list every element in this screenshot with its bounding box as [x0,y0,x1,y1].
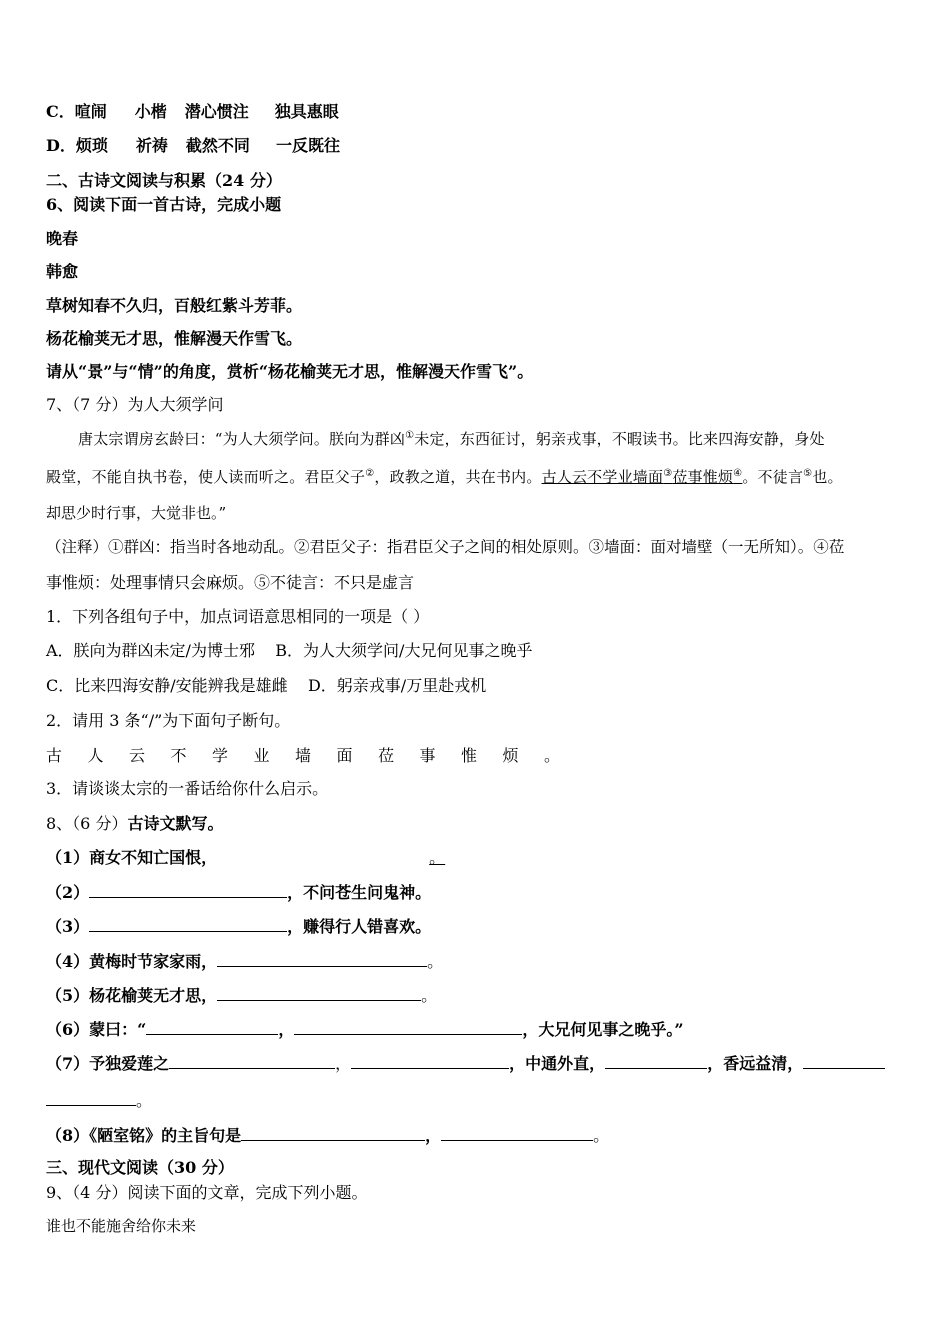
option-word: 烦琐 [75,136,108,155]
answer-blank[interactable] [217,848,447,867]
footnote-mark: ① [405,430,415,441]
item-text: ，中通外直， [509,1054,606,1073]
item-text: ，大兄何见事之晚乎。” [522,1020,684,1039]
item-number: （6） [46,1020,90,1039]
item-text: 。 [429,848,446,867]
dictation-item-3 [46,915,904,938]
section-heading: 二、古诗文阅读与积累（24 分） [46,171,282,190]
item-number: （5） [46,986,90,1005]
item-number: （3） [46,917,90,936]
answer-blank[interactable] [89,881,287,898]
item-text: ，香远益清， [707,1054,804,1073]
char: 人 [87,746,104,765]
option-letter: C． [46,102,75,121]
dictation-item-2 [46,881,904,904]
char: 不 [170,746,187,765]
char: 。 [544,746,561,765]
answer-blank[interactable] [217,984,421,1001]
char: 古 [46,746,63,765]
item-text: 《陋室铭》的主旨句是 [89,1126,242,1145]
passage-line: 却思少时行事，大觉非也。” [46,504,227,522]
option-word: 喧闹 [74,102,107,121]
dictation-item-4 [46,950,904,973]
question-6-text: 请从“景”与“情”的角度，赏析“杨花榆荚无才思，惟解漫天作雪飞”。 [46,362,534,381]
item-text: ， [278,1020,295,1039]
article-title: 谁也不能施舍给你未来 [46,1217,197,1235]
item-text: ，赚得行人错喜欢。 [287,917,432,936]
answer-blank[interactable] [169,1052,335,1069]
dictation-item-7 [46,1052,904,1075]
poem-title: 晚春 [46,229,79,248]
answer-blank[interactable] [351,1052,509,1069]
item-text: 。 [136,1091,153,1110]
char: 莅 [378,746,395,765]
dictation-item-8 [46,1124,904,1147]
option-word: 截然不同 [185,136,250,155]
annotation-line: 事惟烦：处理事情只会麻烦。⑤不徒言：不只是虚言 [46,573,415,592]
passage-line [46,466,904,488]
dictation-item-1 [46,847,904,869]
dictation-item-5 [46,984,904,1007]
footnote-mark: ④ [733,468,743,479]
item-text: ， [335,1054,352,1073]
item-number: （4） [46,952,90,971]
question-8-prompt [46,813,904,835]
item-text: 予独爱莲之 [89,1054,170,1073]
question-7-prompt: 7、（7 分）为人大须学问 [46,395,224,414]
underlined-sentence [542,468,743,486]
char: 墙 [295,746,312,765]
answer-blank[interactable] [217,950,427,967]
option-c [46,101,904,123]
item-text: 黄梅时节家家雨， [89,952,218,971]
answer-blank[interactable] [89,915,287,932]
item-number: （1） [46,848,90,867]
poem-line: 草树知春不久归，百般红紫斗芳菲。 [46,296,303,315]
passage-text: 莅事惟烦 [672,468,734,486]
prompt-text: 古诗文默写。 [127,814,224,833]
passage-text: 殿堂，不能自执书卷，使人读而听之。君臣父子 [46,468,366,486]
sub-question-1: 1．下列各组句子中，加点词语意思相同的一项是（ ） [46,607,430,626]
char: 学 [212,746,229,765]
passage-text: 未定，东西征讨，躬亲戎事，不暇读书。比来四海安静，身处 [414,430,825,448]
item-text: ，不问苍生问鬼神。 [287,883,432,902]
sentence-to-punctuate [46,745,904,767]
answer-blank[interactable] [46,1089,136,1106]
option-word: 一反既往 [275,136,340,155]
item-text: 蒙曰：“ [89,1020,147,1039]
poem-line: 杨花榆荚无才思，惟解漫天作雪飞。 [46,329,303,348]
dictation-item-7-continued [46,1089,904,1112]
option-d [46,135,904,157]
char: 烦 [502,746,519,765]
question-9-prompt: 9、（4 分）阅读下面的文章，完成下列小题。 [46,1183,368,1202]
item-text: ， [425,1126,442,1145]
char: 面 [336,746,353,765]
answer-blank[interactable] [294,1018,522,1035]
footnote-mark: ② [365,468,375,479]
passage-text: ，政教之道，共在书内。 [374,468,542,486]
sub-question-3: 3．请谈谈太宗的一番话给你什么启示。 [46,779,329,798]
option-word: 祈祷 [135,136,168,155]
poem-author: 韩愈 [46,262,79,281]
dictation-item-6 [46,1018,904,1041]
sub-question-2: 2．请用 3 条“/”为下面句子断句。 [46,711,291,730]
section-heading: 三、现代文阅读（30 分） [46,1158,234,1177]
item-number: （8） [46,1126,90,1145]
item-text: 商女不知亡国恨， [89,848,218,867]
item-text: 杨花榆荚无才思， [89,986,218,1005]
passage-text: 古人云不学业墙面 [541,468,664,486]
option-letter: D． [46,136,76,155]
item-number: （2） [46,883,90,902]
char: 事 [419,746,436,765]
answer-blank[interactable] [241,1124,425,1141]
passage-text: 。不徒言 [742,468,804,486]
option-word: 独具惠眼 [274,102,339,121]
item-number: （7） [46,1054,90,1073]
answer-blank[interactable] [146,1018,278,1035]
footnote-mark: ③ [663,468,673,479]
passage-text: 也。 [812,468,843,486]
answer-blank[interactable] [803,1052,885,1069]
sub-question-1-options: A．朕向为群凶未定/为博士邪 B．为人大须学问/大兄何见事之晚乎 [46,641,533,660]
item-text: 。 [593,1126,610,1145]
option-word: 潜心惯注 [184,102,249,121]
passage-text: 唐太宗谓房玄龄曰：“为人大须学问。朕向为群凶 [78,430,406,448]
prompt-text: 8、（6 分） [46,814,128,833]
answer-blank[interactable] [441,1124,593,1141]
question-6-prompt: 6、阅读下面一首古诗，完成小题 [46,195,282,214]
char: 惟 [461,746,478,765]
char: 业 [253,746,270,765]
option-word: 小楷 [134,102,167,121]
item-text: 。 [427,952,444,971]
char: 云 [129,746,146,765]
footnote-mark: ⑤ [803,468,813,479]
sub-question-1-options: C．比来四海安静/安能辨我是雄雌 D．躬亲戎事/万里赴戎机 [46,676,487,695]
annotation-line: （注释）①群凶：指当时各地动乱。②君臣父子：指君臣父子之间的相处原则。③墙面：面对墙壁（一无所知）。④莅 [46,538,845,556]
answer-blank[interactable] [605,1052,707,1069]
item-text: 。 [421,986,438,1005]
passage-line [46,428,904,450]
